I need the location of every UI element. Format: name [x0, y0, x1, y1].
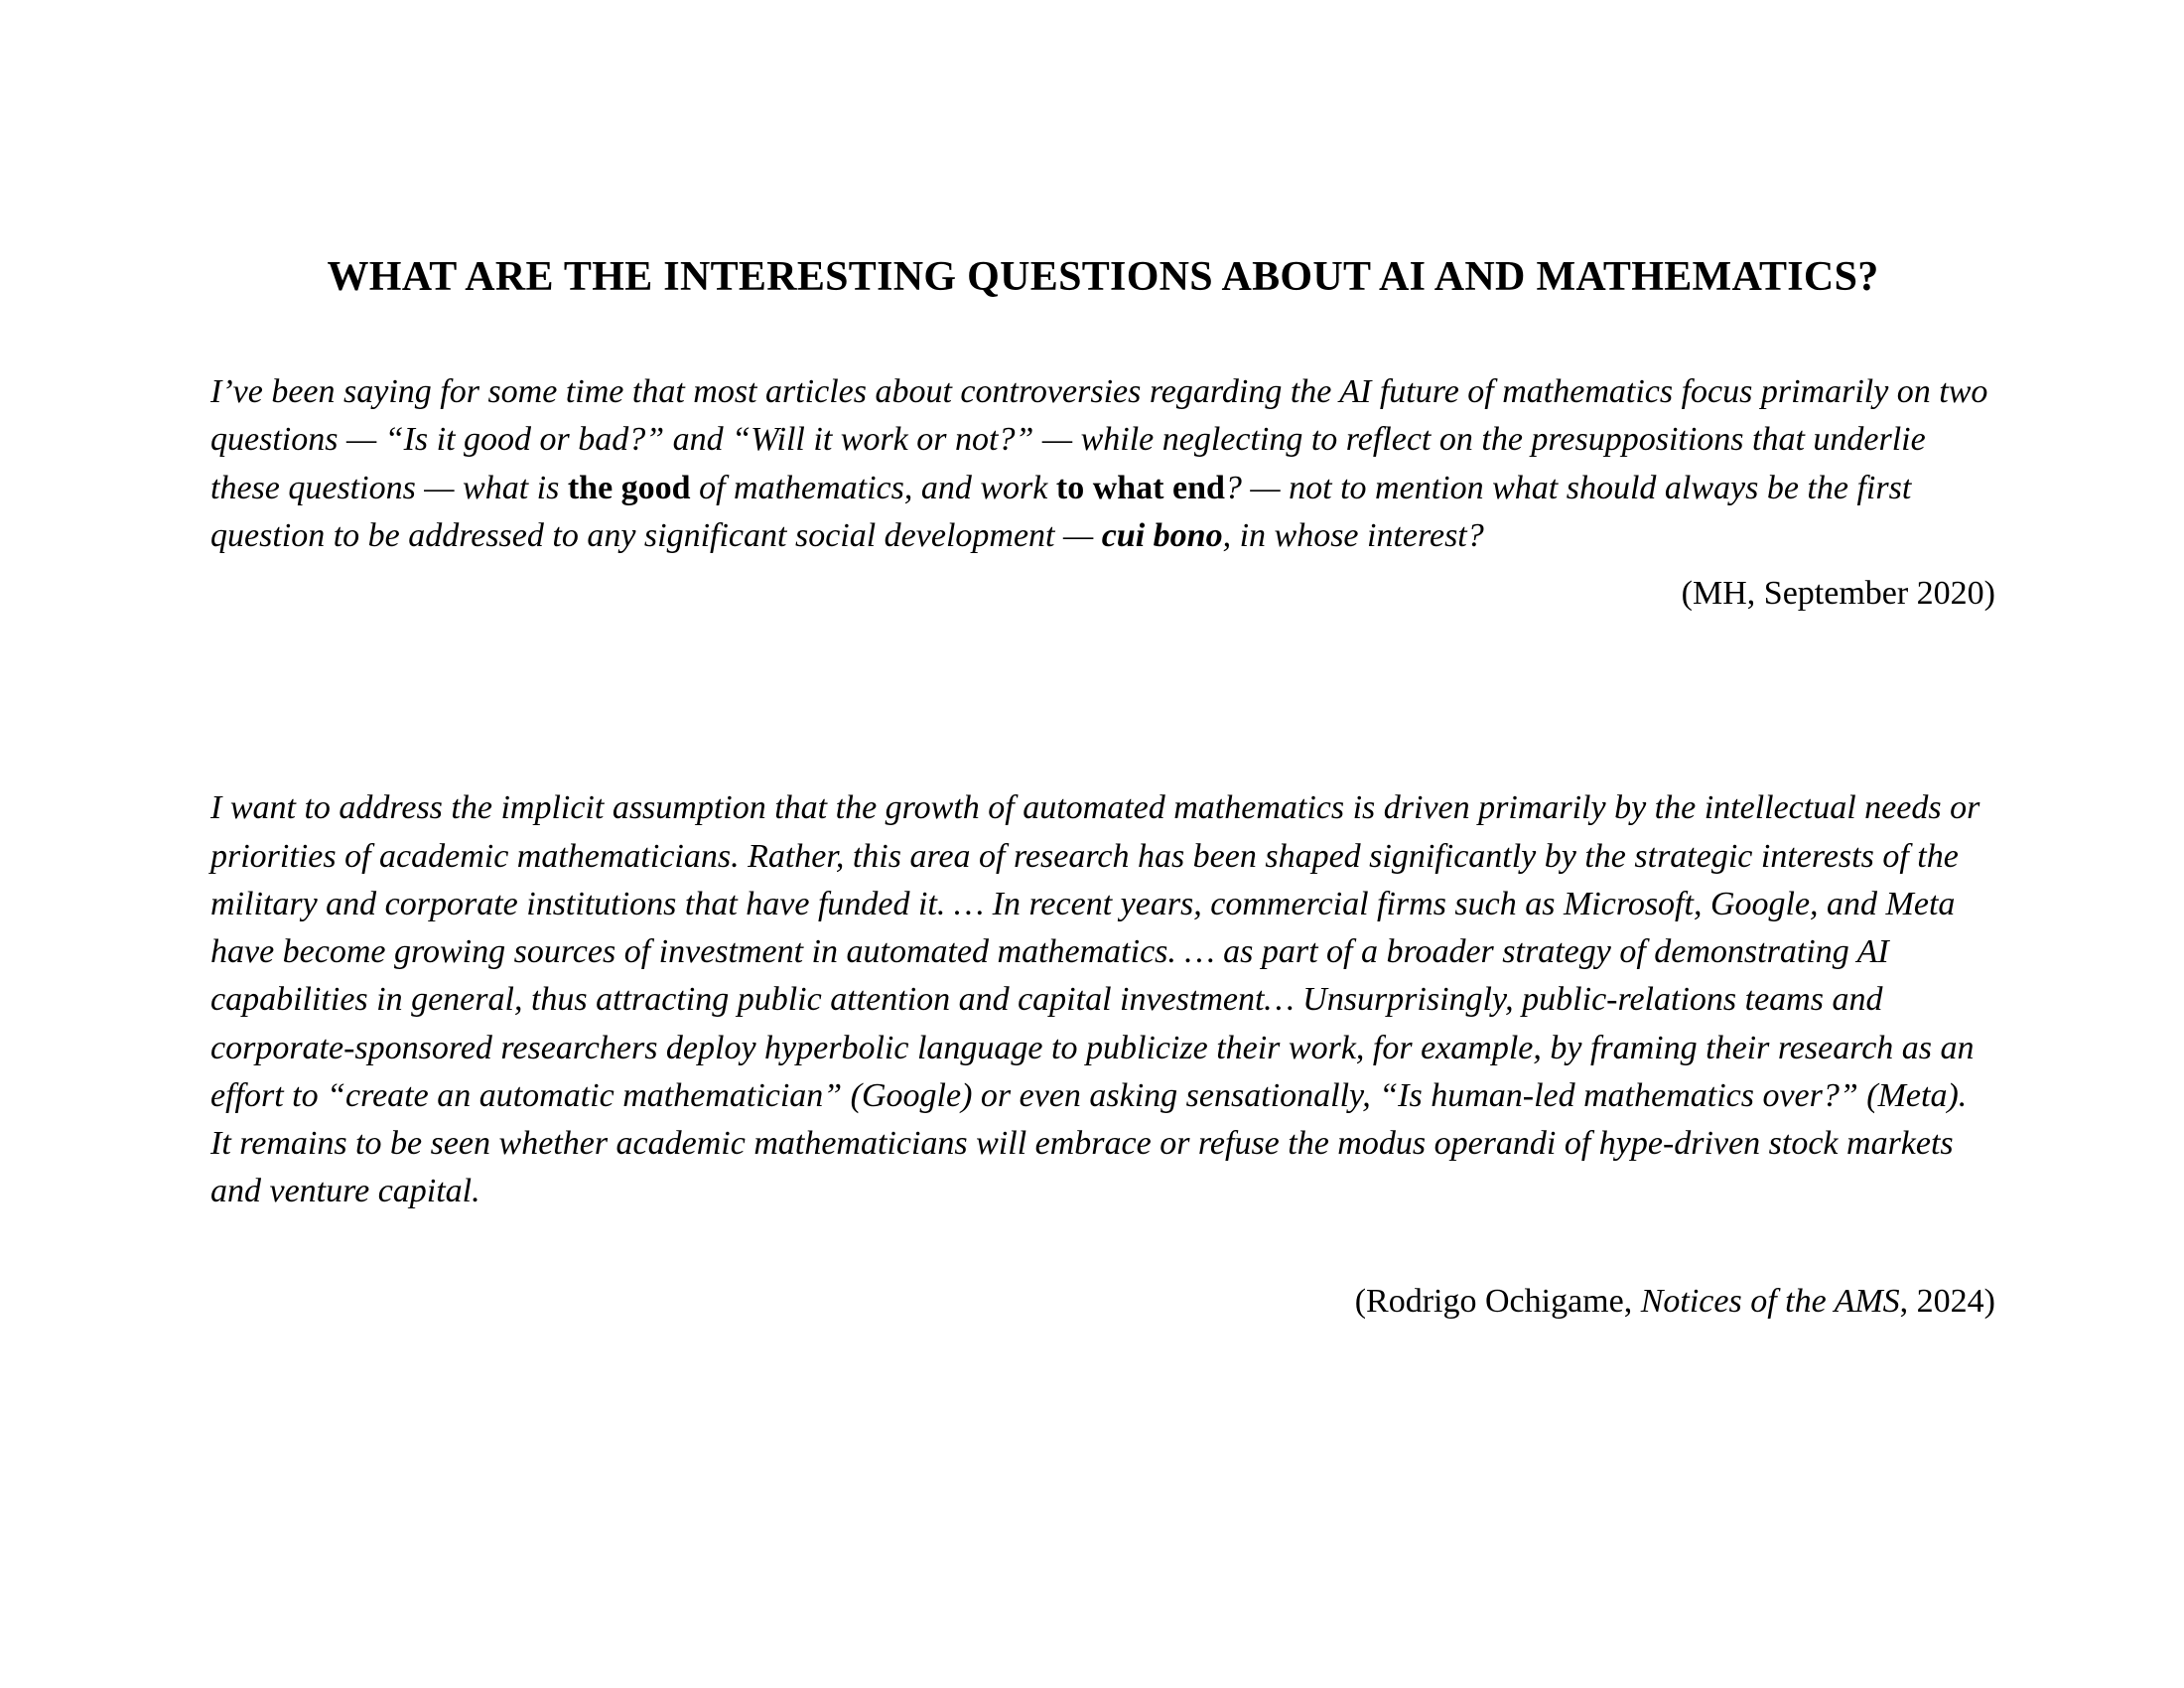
quote-attribution-1 — [210, 570, 1995, 618]
quote-paragraph-2 — [210, 784, 1995, 1215]
text-run: ? — not to mention what should always be the first question to be addressed to any significant social development — — [210, 469, 1912, 554]
quote-attribution-2 — [210, 1278, 1995, 1326]
text-run: cui bono — [1101, 516, 1223, 554]
text-run: I’ve been saying for some time that most articles about controversies regarding the AI future of mathematics focus primarily on two questions — “Is it good or bad?” and “Will it work or not?” — while neglecting to reflect on the presuppositions that underlie these questions — what is — [210, 373, 1988, 506]
text-run: (MH, September 2020) — [1681, 575, 1995, 613]
text-run: the good — [567, 469, 691, 506]
text-run: (Rodrigo Ochigame, — [1354, 1282, 1641, 1320]
text-run: , 2024) — [1899, 1282, 1995, 1320]
text-run: , in whose interest? — [1222, 516, 1484, 554]
page-title: WHAT ARE THE INTERESTING QUESTIONS ABOUT AI AND MATHEMATICS? — [327, 254, 1879, 300]
text-run: to what end — [1055, 469, 1225, 506]
text-run: Notices of the AMS — [1640, 1282, 1900, 1320]
quote-paragraph-1 — [210, 368, 1995, 560]
text-run: I want to address the implicit assumption that the growth of automated mathematics is driven primarily by the intellectual needs or priorities of academic mathematicians. Rather, this area of research has been shaped significantly by the strategic interests of the military and corporate institutions that have funded it. … In recent years, commercial firms such as Microsoft, Google, and Meta have become growing sources of investment in automated mathematics. … as part of a broader strategy of demonstrating AI capabilities in general, thus attracting public attention and capital investment… Unsurprisingly, public-relations teams and corporate-sponsored researchers deploy hyperbolic language to publicize their work, for example, by framing their research as an effort to “create an automatic mathematician” (Google) or even asking sensationally, “Is human-led mathematics over?” (Meta). It remains to be seen whether academic mathematicians will embrace or refuse the modus operandi of hype-driven stock markets and venture capital. — [210, 789, 1980, 1210]
text-run: of mathematics, and work — [690, 469, 1056, 506]
